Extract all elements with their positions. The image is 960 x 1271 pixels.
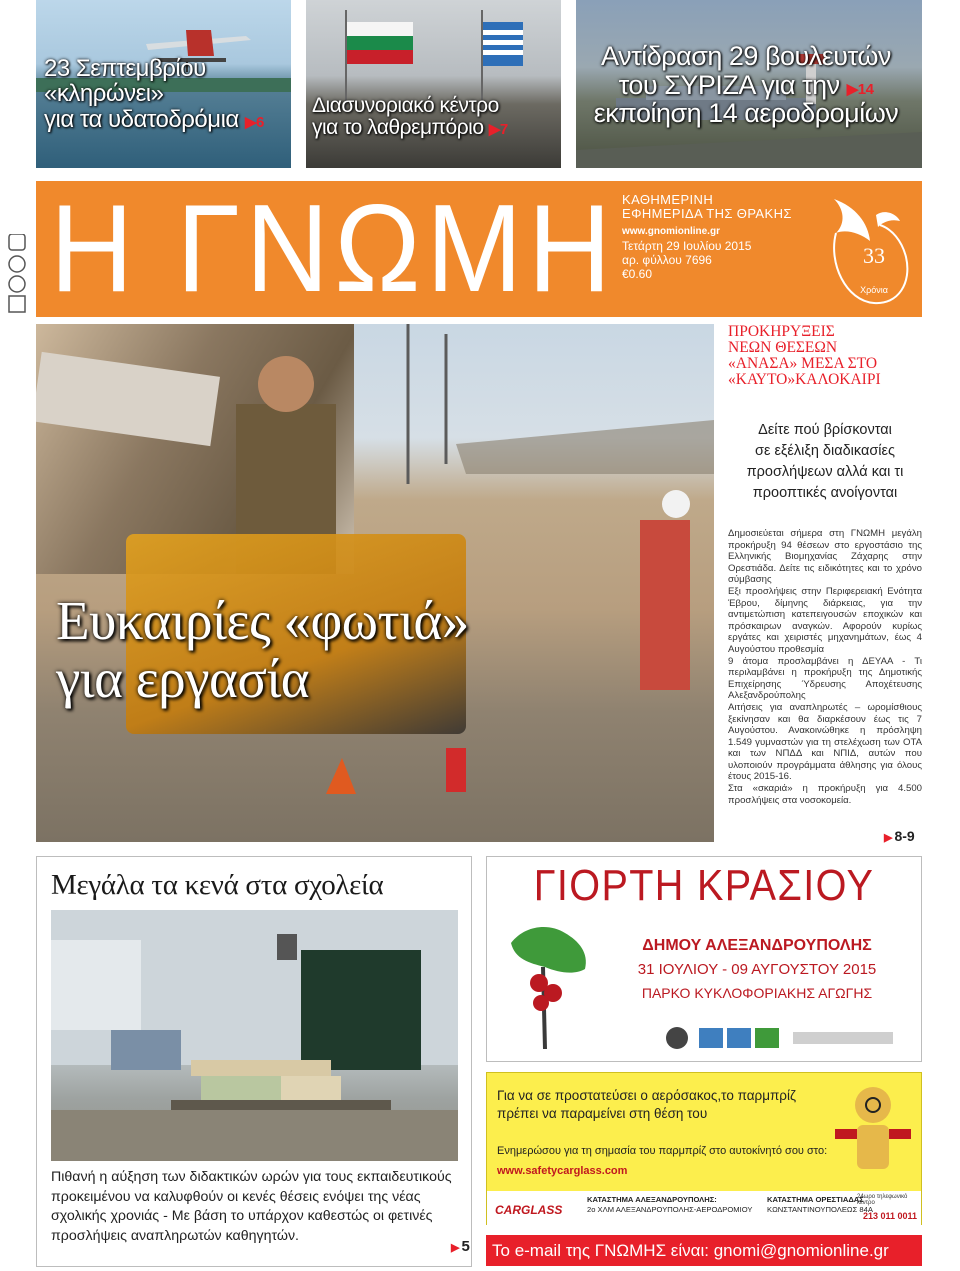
sidebar-headline-line: «ΚΑΥΤΟ»ΚΑΛΟΚΑΙΡΙ	[728, 371, 881, 388]
road-scene	[36, 324, 714, 842]
lede-line: Δείτε πού βρίσκονται	[758, 422, 892, 438]
ad-url-link[interactable]: www.safetycarglass.com	[497, 1165, 628, 1177]
page-ref[interactable]: ▶ 5	[451, 1238, 470, 1255]
main-story-photo[interactable]	[36, 324, 714, 842]
tagline: ΕΦΗΜΕΡΙΔΑ ΤΗΣ ΘΡΑΚΗΣ	[622, 206, 792, 221]
body-paragraph: Δημοσιεύεται σήμερα στη ΓΝΩΜΗ μεγάλη προκήρυξη 94 θέσεων στο εργοστάσιο της Ελληνικής Βιομηχανίας Ζάχαρης στην Ορεστιάδα. Δείτε τις ειδικότητες και το χρόνο σύμβασης	[728, 528, 922, 586]
sidebar-headline-line: ΝΕΩΝ ΘΕΣΕΩΝ	[728, 339, 838, 356]
store-alexandroupoli	[587, 1195, 752, 1215]
wine-festival-ad[interactable]	[486, 856, 922, 1062]
main-headline-line: για εργασία	[56, 648, 310, 709]
ad-venue: ΠΑΡΚΟ ΚΥΚΛΟΦΟΡΙΑΚΗΣ ΑΓΩΓΗΣ	[641, 985, 873, 1001]
main-headline[interactable]	[56, 592, 469, 708]
page-ref: ▶14	[846, 80, 874, 98]
crash-test-dummy-icon	[827, 1079, 917, 1187]
anniversary-label: Χρόνια	[860, 285, 888, 295]
website-link[interactable]: www.gnomionline.gr	[622, 226, 720, 237]
ad-footer	[487, 1191, 921, 1226]
masthead	[36, 181, 922, 317]
press-association-icons	[6, 234, 28, 314]
body-paragraph: Αιτήσεις για αναπληρωτές – ωρομίσθιους ξεκίνησαν και θα διαρκέσουν έως τις 7 Αυγούστου. Ανακοινώθηκε η πρόσληψη 1.549 γυμναστών για τη στελέχωση των ΟΤΑ και των ΝΠΔΔ και ΝΠΙΔ, αυτών που υλοποιούν προγράμματα άθλησης για όλους έτους 2015-16.	[728, 701, 922, 783]
teaser-line: «κληρώνει»	[44, 80, 164, 108]
classroom-illustration	[51, 910, 458, 1161]
issue-date: Τετάρτη 29 Ιουλίου 2015	[622, 239, 752, 253]
email-banner[interactable]: Το e-mail της ΓΝΩΜΗΣ είναι: gnomi@gnomionline.gr	[486, 1235, 922, 1266]
arrow-icon: ▶	[451, 1242, 460, 1254]
tagline: ΚΑΘΗΜΕΡΙΝΗ	[622, 192, 714, 207]
ad-dates: 31 ΙΟΥΛΙΟΥ - 09 ΑΥΓΟΥΣΤΟΥ 2015	[637, 961, 877, 978]
phone-number[interactable]: 213 011 0011	[863, 1211, 918, 1221]
teaser-line: για το λαθρεμπόριο	[312, 116, 484, 140]
page-ref[interactable]: ▶ 8-9	[884, 828, 915, 844]
schools-headline: Μεγάλα τα κενά στα σχολεία	[51, 869, 384, 901]
phone-label: 24ωρο τηλεφωνικό κέντρο	[857, 1194, 908, 1206]
body-paragraph: 9 άτομα προσλαμβάνει η ΔΕΥΑΑ - Τι περιλαμβάνει η προκήρυξη της Δημοτικής Επιχείρησης Ύδρευσης Αποχέτευσης Αλεξανδρούπολης	[728, 655, 922, 702]
teaser-headline	[582, 42, 910, 128]
store-address: ΚΩΝΣΤΑΝΤΙΝΟΥΠΟΛΕΩΣ 84Α	[767, 1205, 873, 1214]
masthead-info	[622, 193, 792, 281]
sidebar-headline-line: ΠΡΟΚΗΡΥΞΕΙΣ	[728, 323, 835, 340]
page-ref: ▶6	[244, 113, 264, 131]
main-headline-line: Ευκαιρίες «φωτιά»	[56, 590, 469, 651]
teaser-photo-flags	[306, 0, 561, 168]
newspaper-title[interactable]: Η ΓΝΩΜΗ	[50, 180, 617, 318]
teaser-headline	[44, 56, 264, 132]
anniversary-number: 33	[863, 243, 885, 268]
carglass-logo: CARGLASS	[495, 1203, 563, 1217]
lede-line: προσλήψεων αλλά και τι	[746, 464, 904, 480]
schools-story[interactable]	[36, 856, 472, 1267]
body-paragraph: Εξι προσλήψεις στην Περιφερειακή Ενότητα Έβρου, δίμηνης διάρκειας, για την αντιμετώπιση κατεπειγουσών εποχικών και πρόσκαιρων αναγκών. Αφορούν κυρίως εργάτες και χειριστές μηχανημάτων, έως 4 Αυγούστου προθεσμία	[728, 585, 922, 655]
teaser-line: του ΣΥΡΙΖΑ για την	[618, 69, 840, 100]
issue-number: αρ. φύλλου 7696	[622, 253, 712, 267]
sponsor-logos	[663, 1022, 903, 1054]
teaser-line: εκποίηση 14 αεροδρομίων	[593, 98, 899, 129]
ad-headline: Για να σε προστατεύσει ο αερόσακος,το παρμπρίζ πρέπει να παραμείνει στη θέση του	[497, 1088, 796, 1121]
lede-line: προοπτικές ανοίγονται	[752, 485, 898, 501]
page-ref: ▶7	[488, 121, 508, 139]
teaser-line: 23 Σεπτεμβρίου	[44, 55, 206, 82]
sidebar-headline-line: «ΑΝΑΣΑ» ΜΕΣΑ ΣΤΟ	[728, 355, 878, 372]
store-title: ΚΑΤΑΣΤΗΜΑ ΟΡΕΣΤΙΑΔΑΣ	[767, 1195, 864, 1204]
classroom-photo	[51, 910, 458, 1161]
teaser-airports[interactable]	[576, 0, 922, 168]
sidebar-lede	[728, 420, 922, 504]
issue-price: €0.60	[622, 267, 653, 281]
body-paragraph: Στα «σκαριά» η προκήρυξη για 4.500 προσλήψεις στα νοσοκομεία.	[728, 783, 922, 806]
store-address: 2ο ΧΛΜ ΑΛΕΞΑΝΔΡΟΥΠΟΛΗΣ-ΑΕΡΟΔΡΟΜΙΟΥ	[587, 1205, 753, 1214]
teaser-line: για τα υδατοδρόμια	[44, 105, 239, 133]
schools-summary: Πιθανή η αύξηση των διδακτικών ωρών για τους εκπαιδευτικούς προκειμένου να καλυφθούν οι κενές θέσεις ενόψει της νέας σχολικής χρονιάς - Με βάση το υπάρχον καθεστώς οι φετινές προσλήψεις αναπληρωτών καθηγητών.	[51, 1169, 452, 1244]
sidebar-body	[728, 528, 922, 806]
ad-municipality: ΔΗΜΟΥ ΑΛΕΞΑΝΔΡΟΥΠΟΛΗΣ	[642, 937, 872, 954]
teaser-line: Αντίδραση 29 βουλευτών	[601, 41, 891, 71]
grapevine-icon	[505, 923, 591, 1053]
anniversary-badge	[826, 193, 912, 311]
sidebar-headline[interactable]	[728, 324, 922, 388]
teaser-line: Διασυνοριακό κέντρο	[312, 94, 499, 117]
arrow-icon: ▶	[884, 832, 893, 844]
teaser-border-centre[interactable]	[306, 0, 561, 168]
flags-illustration	[306, 0, 561, 168]
ad-subtext: Ενημερώσου για τη σημασία του παρμπρίζ στο αυτοκίνητό σου στο:	[497, 1145, 828, 1157]
teaser-headline	[312, 95, 508, 140]
ad-title: ΓΙΟΡΤΗ ΚΡΑΣΙΟΥ	[533, 861, 875, 910]
store-title: ΚΑΤΑΣΤΗΜΑ ΑΛΕΞΑΝΔΡΟΥΠΟΛΗΣ:	[587, 1195, 717, 1204]
lede-line: σε εξέλιξη διαδικασίες	[755, 443, 895, 459]
teaser-seaplanes[interactable]	[36, 0, 291, 168]
carglass-ad[interactable]	[486, 1072, 922, 1225]
